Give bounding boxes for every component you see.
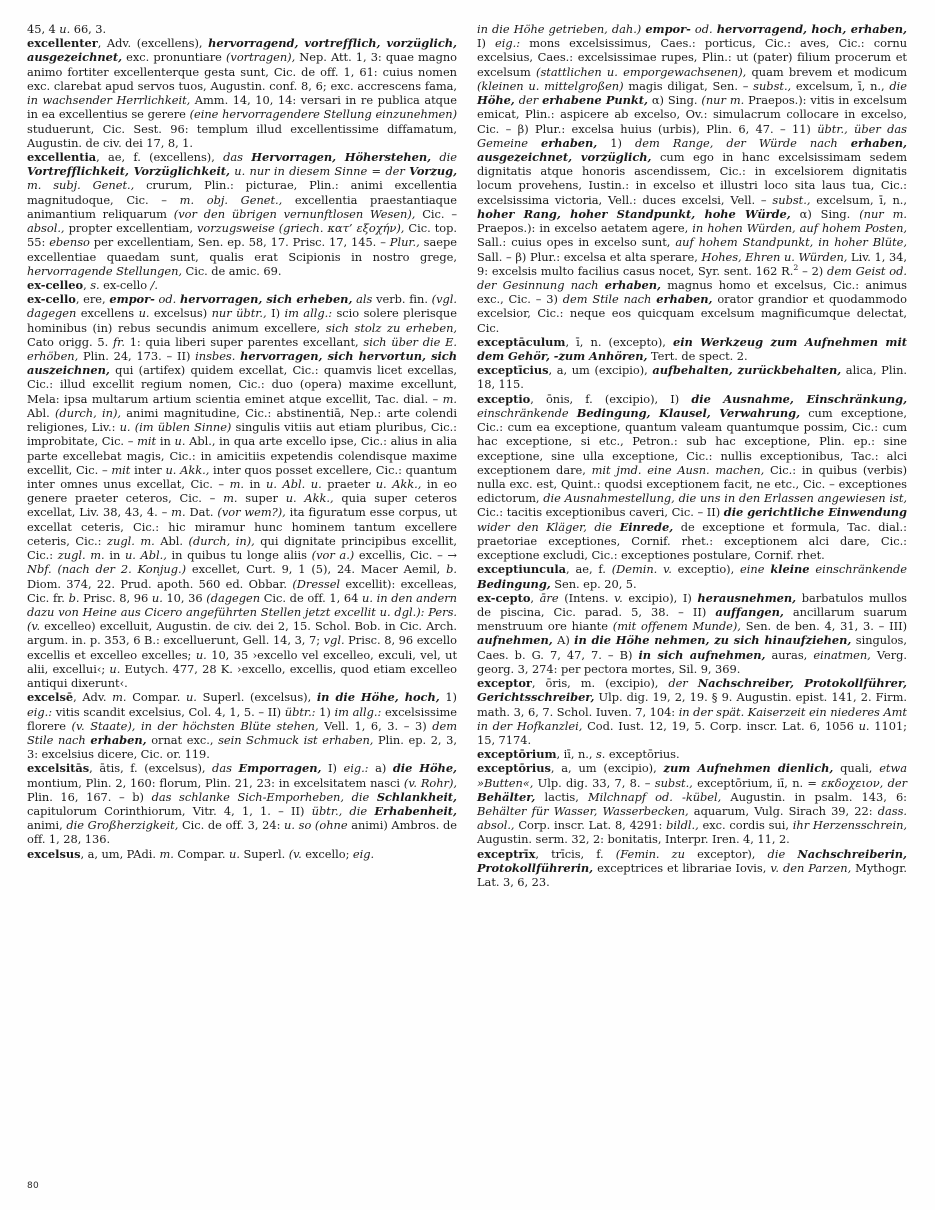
dictionary-entry: exceptīcius, a, um (excipio), aufbehalten, zurückbehalten, alica, Plin. 18, 115. — [477, 363, 907, 392]
dictionary-entry: exceptor, ōris, m. (excipio), der Nachschreiber, Protokollführer, Gerichtsschreiber, Ulp. dig. 19, 2, 19. § 9. Augustin. epist. 141, 2. Firm. math. 3, 6, 7. Schol. Iuven. 7, 104: in der spät. Kaiserzeit ein niederes Amt in der Hofkanzlei, Cod. Iust. 12, 19, 5. Corp. inscr. Lat. 6, 1056 u. 1101; 15, 7174. — [477, 676, 908, 747]
dictionary-entry: excellenter, Adv. (excellens), hervorragend, vortrefflich, vorzüglich, ausgezeichnet, exc. pronuntiare (vortragen), Nep. Att. 1, 3: quae magno animo fortiter excellenterque gesta sunt, Cic. de off. 1, 61: cuius nomen exc. clarebat apud servos tuos, Augustin. conf. 8, 6; exc. accrescens fama, in wachsender Herrlichkeit, Amm. 14, 10, 14: versari in re publica atque in ea excellentius se gerere (eine hervorragendere Stellung einzunehmen) studuerunt, Cic. Sest. 96: templum illud excellentissime diffamatum, Augustin. de civ. dei 17, 8, 1. — [27, 36, 458, 150]
dictionary-entry: exceptiuncula, ae, f. (Demin. v. exceptio), eine kleine einschränkende Bedingung, Sen. ep. 20, 5. — [477, 562, 907, 591]
dictionary-entry: ex-celleo, s. ex-cello /. — [27, 277, 158, 292]
page-number: 80 — [27, 1181, 40, 1191]
dictionary-entry: excellentia, ae, f. (excellens), das Hervorragen, Höherstehen, die Vortrefflichkeit, Vorzüglichkeit, u. nur in diesem Sinne = der Vorzug, m. subj. Genet., crurum, Plin.: picturae, Plin.: animi excellentia magnitudoque, Cic. – m. obj. Genet., excellentia praestantiaque animantium reliquarum (vor den übrigen vernunftlosen Wesen), Cic. – absol., propter excellentiam, vorzugsweise (griech. κατ’ εξοχήν), Cic. top. 55: ebenso per excellentiam, Sen. ep. 58, 17. Prisc. 17, 145. – Plur., saepe excellentiae quaedam sunt, qualis erat Scipionis in nostro grege, hervorragende Stellungen, Cic. de amic. 69. — [27, 149, 458, 278]
dictionary-entry: exceptōrium, iī, n., s. exceptōrius. — [477, 747, 680, 762]
dictionary-entry: excelsus, a, um, PAdi. m. Compar. u. Superl. (v. excello; eig. — [27, 846, 375, 861]
left-column — [27, 22, 457, 1157]
entry-continuation: 45, 4 u. 66, 3. — [27, 22, 107, 36]
dictionary-entry: exceptāculum, ī, n. (excepto), ein Werkzeug zum Aufnehmen mit dem Gehör, -zum Anhören, Tert. de spect. 2. — [477, 334, 907, 364]
page-columns — [27, 22, 908, 1157]
dictionary-entry: excelsē, Adv. m. Compar. u. Superl. (excelsus), in die Höhe, hoch, 1) eig.: vitis scandit excelsius, Col. 4, 1, 5. – II) übtr.: 1) im allg.: excelsissime florere (v. Staate), in der höchsten Blüte stehen, Vell. 1, 6, 3. – 3) dem Stile nach erhaben, ornat exc., sein Schmuck ist erhaben, Plin. ep. 2, 3, 3: excelsius dicere, Cic. or. 119. — [27, 690, 458, 762]
dictionary-entry: exceptio, ōnis, f. (excipio), I) die Ausnahme, Einschränkung, einschränkende Bedingung, Klausel, Verwahrung, cum exceptione, Cic.: cum ea exceptione, quantum valeam quantumque possim, Cic.: cum hac exceptione, si etc., Petron.: sub hac exceptione, Plin. ep.: sine exceptione, sine ulla exceptione, Cic.: nullis exceptionibus, Tac.: alci exceptionem dare, mit jmd. eine Ausn. machen, Cic.: in quibus (verbis) nulla exc. est, Quint.: quodsi exceptionem facit, ne etc., Cic. – exceptiones edictorum, die Ausnahmestellung, die uns in den Erlassen angewiesen ist, Cic.: tacitis exceptionibus caveri, Cic. – II) die gerichtliche Einwendung wider den Kläger, die Einrede, de exceptione et formula, Tac. dial.: praetoriae exceptiones, Cornif. rhet.: exceptionem alci dare, Cic.: exceptione excludi, Cic.: exceptiones postulare, Cornif. rhet. — [477, 391, 908, 563]
dictionary-entry: ex-cello, ere, empor- od. hervorragen, sich erheben, als verb. fin. (vgl. dagegen excellens u. excelsus) nur übtr., I) im allg.: scio solere plerisque hominibus (in) rebus secundis animum excellere, sich stolz zu erheben, Cato origg. 5. fr. 1: quia liberi super parentes excellant, sich über die E. erhöben, Plin. 24, 173. – II) insbes. hervorragen, sich hervortun, sich auszeichnen, qui (artifex) quidem excellat, Cic.: quamvis licet excellas, Cic.: illud excellit regium nomen, Cic.: duo (opera) maxime excellunt, Mela: ipsa multarum artium scientia eminet atque excellit, Tac. dial. – m. Abl. (durch, in), animi magnitudine, Cic.: abstinentiā, Nep.: arte colendi religiones, Liv.: u. (im üblen Sinne) singulis vitiis aut etiam pluribus, Cic.: improbitate, Cic. – mit in u. Abl., in qua arte excello ipse, Cic.: alius in alia parte excellebat magis, Cic.: in amicitiis expetendis colendisque maxime excellit, Cic. – mit inter u. Akk., inter quos posset excellere, Cic.: quantum inter omnes unus excellat, Cic. – m. in u. Abl. u. praeter u. Akk., in eo genere praeter ceteros, Cic. – m. super u. Akk., quia super ceteros excellat, Liv. 38, 43, 4. – m. Dat. (vor wem?), ita figuratum esse corpus, ut excellat ceteris, Cic.: hic miramur hunc hominem tantum excellere ceteris, Cic.: zugl. m. Abl. (durch, in), qui dignitate principibus excellit, Cic.: zugl. m. in u. Abl., in quibus tu longe aliis (vor a.) excellis, Cic. – → Nbf. (nach der 2. Konjug.) excellet, Curt. 9, 1 (5), 24. Macer Aemil, b. Diom. 374, 22. Prud. apoth. 560 ed. Obbar. (Dressel excellit): excelleas, Cic. fr. b. Prisc. 8, 96 u. 10, 36 (dagegen Cic. de off. 1, 64 u. in den andern dazu von Heine aus Cicero angeführten Stellen jetzt excellit u. dgl.): Pers. (v. excelleo) excelluit, Augustin. de civ. dei 2, 15. Schol. Bob. in Cic. Arch. argum. in. p. 353, 6 B.: excelluerunt, Gell. 14, 3, 7; vgl. Prisc. 8, 96 excello excellis et excelleo excelles; u. 10, 35 ›excello vel excelleo, exculi, vel, ut alii, excellui‹; u. Eutych. 477, 28 K. ›excello, excellis, quod etiam excelleo antiqui dixerunt‹. — [27, 292, 458, 691]
dictionary-entry: ex-cepto, āre (Intens. v. excipio), I) herausnehmen, barbatulos mullos de piscina, Cic. parad. 5, 38. – II) auffangen, ancillarum suarum menstruum ore hiante (mit offenem Munde), Sen. de ben. 4, 31, 3. – III) aufnehmen, A) in die Höhe nehmen, zu sich hinaufziehen, singulos, Caes. b. G. 7, 47, 7. – B) in sich aufnehmen, auras, einatmen, Verg. georg. 3, 274: per pectora mortes, Sil. 9, 369. — [477, 590, 908, 676]
right-column — [477, 22, 907, 1157]
dictionary-entry: excelsitās, ātis, f. (excelsus), das Emporragen, I) eig.: a) die Höhe, montium, Plin. 2, 160: florum, Plin. 21, 23: in excelsitatem nasci (v. Rohr), Plin. 16, 167. – b) das schlanke Sich-Emporheben, die Schlankheit, capitulorum Corinthiorum, Vitr. 4, 1, 1. – II) übtr., die Erhabenheit, animi, die Großherzigkeit, Cic. de off. 3, 24: u. so (ohne animi) Ambros. de off. 1, 28, 136. — [27, 761, 458, 847]
dictionary-entry: exceptōrius, a, um (excipio), zum Aufnehmen dienlich, quali, etwa »Butten«, Ulp. dig. 33, 7, 8. – subst., exceptōrium, iī, n. = εκδοχειον, der Behälter, lactis, Milchnapf od. -kübel, Augustin. in psalm. 143, 6: Behälter für Wasser, Wasserbecken, aquarum, Vulg. Sirach 39, 22: dass. absol., Corp. inscr. Lat. 8, 4291: bildl., exc. cordis sui, ihr Herzensschrein, Augustin. serm. 32, 2: bonitatis, Interpr. Iren. 4, 11, 2. — [477, 761, 908, 847]
dictionary-entry: exceptrīx, trīcis, f. (Femin. zu exceptor), die Nachschreiberin, Protokollführerin, exceptrices et librariae Iovis, v. den Parzen, Mythogr. Lat. 3, 6, 23. — [477, 846, 907, 890]
dictionary-entry: in die Höhe getrieben, dah.) empor- od. hervorragend, hoch, erhaben, I) eig.: mons excelsissimus, Caes.: porticus, Cic.: aves, Cic.: cornu excelsius, Caes.: excelsissimae rupes, Plin.: ut (pater) filium procerum et excelsum (stattlichen u. emporgewachsenen), quam brevem et modicum (kleinen u. mittelgroßen) magis diligat, Sen. – subst., excelsum, ī, n., die Höhe, der erhabene Punkt, α) Sing. (nur m. Praepos.): vitis in excelsum emicat, Plin.: aspicere ab excelso, Ov.: simulacrum collocare in excelso, Cic. – β) Plur.: excelsa huius (urbis), Plin. 6, 47. – 11) übtr., über das Gemeine erhaben, 1) dem Range, der Würde nach erhaben, ausgezeichnet, vorzüglich, cum ego in hanc excelsissimam sedem dignitatis atque honoris ascendissem, Cic.: in excelsiorem dignitatis locum provehens, Iustin.: in excelso et illustri loco sita laus tua, Cic.: excelsissima victoria, Vell.: duces excelsi, Vell. – subst., excelsum, ī, n., hoher Rang, hoher Standpunkt, hohe Würde, α) Sing. (nur m. Praepos.): in excelso aetatem agere, in hohen Würden, auf hohem Posten, Sall.: cuius opes in excelso sunt, auf hohem Standpunkt, in hoher Blüte, Sall. – β) Plur.: excelsa et alta sperare, Hohes, Ehren u. Würden, Liv. 1, 34, 9: excelsis multo facilius casus nocet, Syr. sent. 162 R.$^2$ – 2) dem Geist od. der Gesinnung nach erhaben, magnus homo et excelsus, Cic.: animus exc., Cic. – 3) dem Stile nach erhaben, orator grandior et quodammodo excelsior, Cic.: neque eos quicquam excelsum magnificumque delectat, Cic. — [477, 22, 908, 335]
